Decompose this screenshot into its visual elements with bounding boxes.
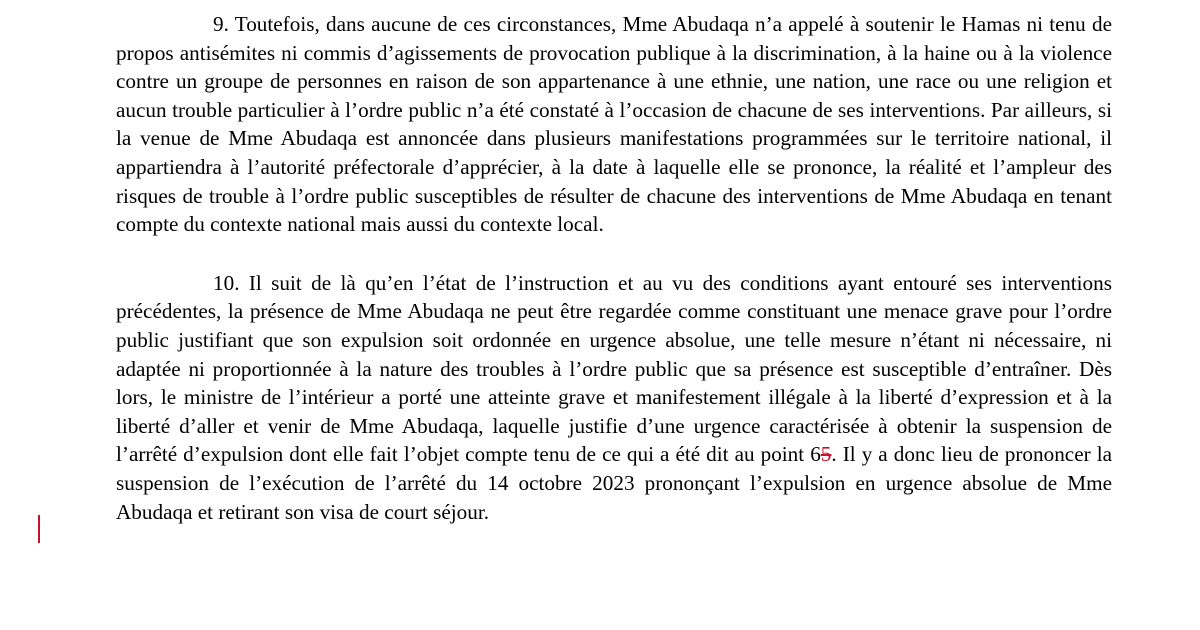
paragraph-10 <box>116 269 1112 526</box>
paragraph-10-text-after: . Il y a donc lieu de prononcer la suspension de l’exécution de l’arrêté du 14 octobre 2023 prononçant l’expulsion en urgence absolue de Mme Abudaqa et retirant son visa de court séjour. <box>116 442 1112 524</box>
paragraph-9: 9. Toutefois, dans aucune de ces circonstances, Mme Abudaqa n’a appelé à soutenir le Hamas ni tenu de propos antisémites ni commis d’agissements de provocation publique à la discrimination, à la haine ou à la violence contre un groupe de personnes en raison de son appartenance à une ethnie, une nation, une race ou une religion et aucun trouble particulier à l’ordre public n’a été constaté à l’occasion de chacune de ses interventions. Par ailleurs, si la venue de Mme Abudaqa est annoncée dans plusieurs manifestations programmées sur le territoire national, il appartiendra à l’autorité préfectorale d’apprécier, à la date à laquelle elle se prononce, la réalité et l’ampleur des risques de trouble à l’ordre public susceptibles de résulter de chacune des interventions de Mme Abudaqa en tenant compte du contexte national mais aussi du contexte local. <box>116 12 1112 237</box>
revision-change-bar <box>38 515 40 543</box>
paragraph-10-text-before: 10. Il suit de là qu’en l’état de l’instruction et au vu des conditions ayant entouré ses interventions précédentes, la présence de Mme Abudaqa ne peut être regardée comme constituant une menace grave pour l’ordre public justifiant que son expulsion soit ordonnée en urgence absolue, une telle mesure n’étant ni nécessaire, ni adaptée ni proportionnée à la nature des troubles à l’ordre public que sa présence est susceptible d’entraîner. Dès lors, le ministre de l’intérieur a porté une atteinte grave et manifestement illégale à la liberté d’expression et à la liberté d’aller et venir de Mme Abudaqa, laquelle justifie d’une urgence caractérisée à obtenir la suspension de l’arrêté d’expulsion dont elle fait l’objet compte tenu de ce qui a été dit au point <box>116 270 1112 467</box>
document-page <box>116 10 1112 526</box>
struck-point-number: 5 <box>820 442 832 467</box>
revised-point-number: 6 <box>810 442 821 467</box>
